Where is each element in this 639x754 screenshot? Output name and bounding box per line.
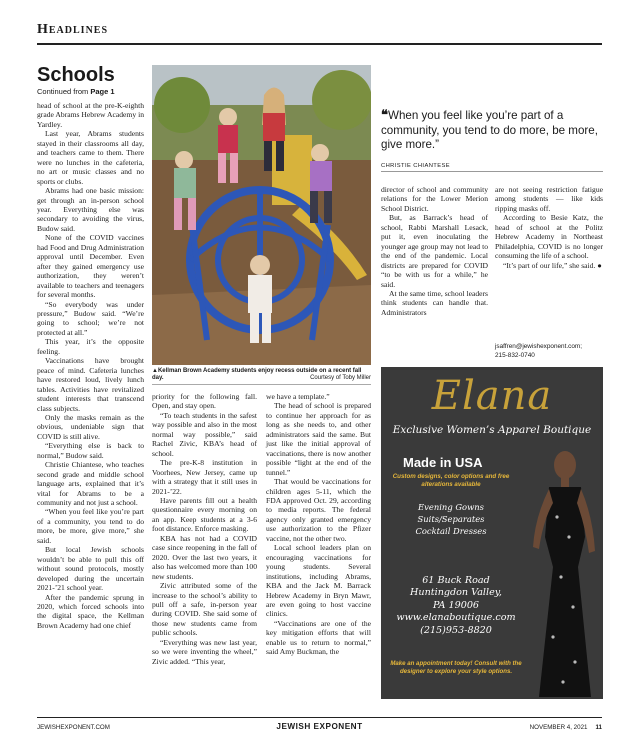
paragraph: “Vaccinations are one of the key mitigation efforts that will enable us to return to normal,” said Amy Buckman, the bbox=[266, 618, 371, 657]
article-headline: Schools bbox=[37, 64, 115, 86]
paragraph: Abrams had one basic mission: get through an in-person school year. Everything else was secondary to avoiding the virus, Budow said. bbox=[37, 186, 144, 233]
quote-mark-icon: ❝ bbox=[381, 107, 386, 122]
article-column-4 bbox=[381, 185, 488, 317]
paragraph: That would be vaccinations for children ages 5-11, which the FDA approved Oct. 29, according to media reports. The federal agency only granted emergency use authorization to the Pfizer vaccine, not the other two. bbox=[266, 477, 371, 543]
section-label: Headlines bbox=[37, 22, 109, 37]
pull-quote bbox=[381, 108, 603, 153]
footer-website-link[interactable]: JEWISHEXPONENT.COM bbox=[37, 724, 110, 731]
footer-date-page bbox=[530, 724, 602, 731]
ad-address bbox=[386, 575, 526, 637]
paragraph: After the pandemic sprung in 2020, which forced schools into the digital space, the Kellman Brown Academy had one chief bbox=[37, 592, 144, 630]
author-phone: 215-832-0740 bbox=[495, 352, 535, 359]
elana-advertisement[interactable] bbox=[381, 367, 603, 699]
paragraph: “It’s part of our life,” she said. ● bbox=[503, 260, 602, 270]
article-column-1 bbox=[37, 101, 144, 630]
paragraph: Local school leaders plan on encouraging vaccinations for young students. Several institutions, including Abrams, KBA and the Jack M. Barrack Hebrew Academy in Bryn Mawr, are even going to host vaccine clinics. bbox=[266, 543, 371, 619]
continued-prefix: Continued from bbox=[37, 87, 91, 96]
ad-product-list bbox=[391, 501, 511, 537]
ad-made-in-usa: Made in USA bbox=[403, 455, 483, 470]
paragraph: “Everything else is back to normal,” Budow said. bbox=[37, 441, 144, 460]
author-email-link[interactable]: jsaffren@jewishexponent.com; bbox=[495, 343, 583, 350]
paragraph: “When you feel like you’re part of a community, you tend to do more, be more, give more,” she said. bbox=[37, 507, 144, 545]
paragraph: The pre-K-8 institution in Voorhees, New Jersey, came up with a strategy that it still uses in 2021-’22. bbox=[152, 458, 257, 496]
paragraph: At the same time, school leaders think students can handle that. Administrators bbox=[381, 288, 488, 317]
ad-city: Huntingdon Valley, bbox=[410, 587, 502, 599]
photo-caption-text: ▲Kellman Brown Academy students enjoy recess outside on a recent fall day. bbox=[152, 368, 362, 382]
paragraph: None of the COVID vaccines had Food and Drug Administration approval until December. Even after they gained emergency use authorization, they weren’t available to teachers and teenagers for several months. bbox=[37, 233, 144, 300]
ad-appointment-note: Make an appointment today! Consult with the designer to explore your style options. bbox=[390, 660, 522, 676]
ad-custom-note: Custom designs, color options and free alterations available bbox=[392, 473, 510, 488]
paragraph: head of school at the pre-K-eighth grade Abrams Hebrew Academy in Yardley. bbox=[37, 101, 144, 129]
ad-tagline: Exclusive Women’s Apparel Boutique bbox=[392, 424, 592, 436]
paragraph: But, as Barrack’s head of school, Rabbi Marshall Lesack, put it, even inoculating the younger age group may not lead to the end of the pandemic. Local districts are prepared for COVID “to be with us for a while,” he said. bbox=[381, 213, 488, 289]
paragraph: “So everybody was under pressure,” Budow said. “We’re going to school; we’re not protected at all.” bbox=[37, 299, 144, 337]
footer-rule bbox=[37, 717, 602, 718]
paragraph: This year, it’s the opposite feeling. bbox=[37, 337, 144, 356]
paragraph: Last year, Abrams students stayed in their classrooms all day, and teachers came to them. There were no lunches in the cafeteria, no art or music classes and no sports or clubs. bbox=[37, 129, 144, 186]
paragraph: Have parents fill out a health questionnaire every morning on an app. Keep students at a 3-6 foot distance. Enforce masking. bbox=[152, 495, 257, 534]
ad-state-zip: PA 19006 bbox=[432, 599, 480, 611]
playground-photo-illustration bbox=[152, 65, 371, 365]
ad-model-figure bbox=[523, 447, 603, 699]
footer-publication: JEWISH EXPONENT bbox=[276, 722, 363, 731]
paragraph: Christie Chiantese, who teaches second grade and middle school language arts, explained that it’s vital for Abrams to be a community and not just a school. bbox=[37, 460, 144, 508]
ad-product-item: Suits/Separates bbox=[417, 514, 485, 524]
pull-quote-text: When you feel like you’re part of a community, you tend to do more, be more, give more.” bbox=[381, 109, 598, 151]
ad-website-link[interactable]: www.elanaboutique.com bbox=[396, 612, 516, 624]
pull-quote-rule bbox=[381, 171, 603, 172]
caption-rule bbox=[152, 384, 371, 385]
paragraph: “Everything was new last year, so we were inventing the wheel,” Zivic added. “This year, bbox=[152, 637, 257, 666]
paragraph: Only the masks remain as the obvious, undeniable sign that COVID is still alive. bbox=[37, 412, 144, 441]
pull-quote-attribution: CHRISTIE CHIANTESE bbox=[381, 163, 451, 169]
paragraph: priority for the following fall. Open, and stay open. bbox=[152, 392, 257, 411]
article-column-5 bbox=[495, 185, 603, 270]
paragraph: According to Besie Katz, the head of school at the Politz Hebrew Academy in Northeast Philadelphia, COVID is no longer consuming the life of a school. bbox=[495, 213, 603, 261]
author-contact bbox=[495, 342, 582, 360]
ad-product-item: Cocktail Dresses bbox=[415, 526, 487, 536]
paragraph: KBA has not had a COVID case since reopening in the fall of 2020. Over the last two years, it also has welcomed more than 100 new students. bbox=[152, 533, 257, 581]
footer-date: NOVEMBER 4, 2021 bbox=[529, 724, 588, 731]
paragraph: Zivic attributed some of the increase to the school’s ability to pull off a safe, in-person year during COVID. She said some of those new students came from public schools. bbox=[152, 581, 257, 638]
article-column-2 bbox=[152, 392, 257, 666]
ad-logo: Elana bbox=[431, 373, 553, 419]
ad-phone: (215)953-8820 bbox=[420, 624, 492, 636]
paragraph: But local Jewish schools wouldn’t be able to pull this off without sound protocols, mostly developed during the uncertain 2021-’21 school year. bbox=[37, 545, 144, 593]
continued-page-link[interactable]: Page 1 bbox=[90, 87, 115, 96]
article-column-3 bbox=[266, 392, 371, 657]
ad-product-item: Evening Gowns bbox=[418, 502, 484, 512]
continued-from bbox=[37, 87, 115, 96]
footer-page-number: 11 bbox=[595, 724, 602, 731]
photo-caption bbox=[152, 368, 371, 383]
paragraph: we have a template.” bbox=[266, 392, 330, 401]
playground-photo bbox=[152, 65, 371, 365]
paragraph: are not seeing restriction fatigue among students — like kids ripping masks off. bbox=[495, 185, 603, 213]
paragraph: The head of school is prepared to continue her approach for as long as she needs to, and other administrators said the same. But just like the initial approval of vaccinations, there is now another possible “light at the end of the tunnel.” bbox=[266, 401, 371, 477]
paragraph: Vaccinations have brought peace of mind. Cafeteria lunches have restored loud, lively lunch tables. Activities have revitalized student interests that transcend class subjects. bbox=[37, 356, 144, 413]
ad-street: 61 Buck Road bbox=[422, 575, 490, 586]
top-rule bbox=[37, 43, 602, 45]
photo-credit: Courtesy of Toby Miller bbox=[310, 375, 371, 382]
paragraph: “To teach students in the safest way possible and also in the most normal way possible,” said Rachel Zivic, KBA’s head of school. bbox=[152, 410, 257, 458]
paragraph: director of school and community relations for the Lower Merion School District. bbox=[381, 185, 488, 213]
